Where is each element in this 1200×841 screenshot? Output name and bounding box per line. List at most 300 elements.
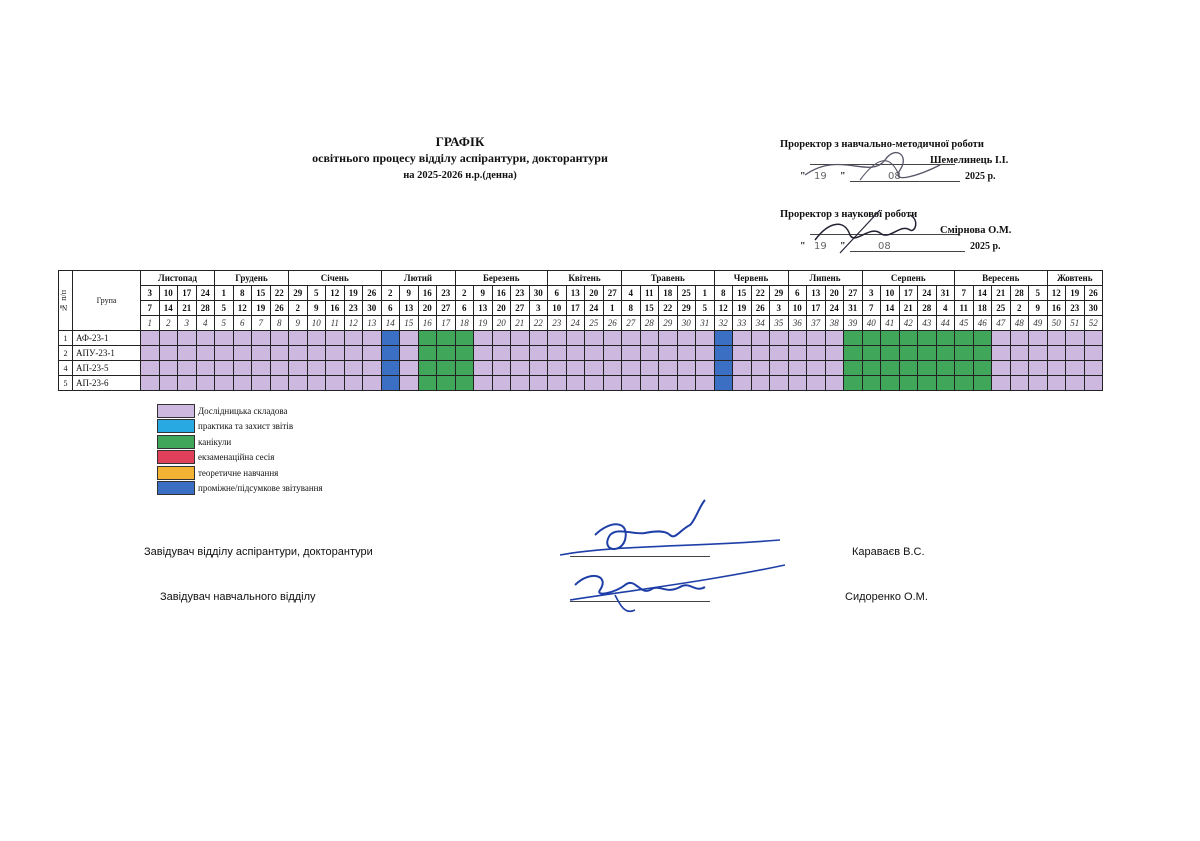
schedule-cell bbox=[992, 346, 1011, 361]
legend-label: проміжне/підсумкове звітування bbox=[198, 483, 323, 494]
week-end-cell: 7 bbox=[862, 301, 881, 316]
schedule-cell bbox=[307, 331, 326, 346]
schedule-cell bbox=[659, 346, 678, 361]
schedule-cell bbox=[973, 361, 992, 376]
schedule-cell bbox=[992, 361, 1011, 376]
schedule-cell bbox=[529, 376, 548, 391]
schedule-cell bbox=[492, 346, 511, 361]
schedule-cell bbox=[159, 346, 178, 361]
week-number-cell: 29 bbox=[659, 316, 678, 331]
schedule-cell bbox=[215, 376, 234, 391]
schedule-cell bbox=[270, 361, 289, 376]
week-start-cell: 20 bbox=[825, 286, 844, 301]
schedule-cell bbox=[511, 376, 530, 391]
schedule-cell bbox=[640, 376, 659, 391]
schedule-cell bbox=[770, 331, 789, 346]
week-end-cell: 6 bbox=[455, 301, 474, 316]
week-number-cell: 19 bbox=[474, 316, 493, 331]
week-end-cell: 28 bbox=[918, 301, 937, 316]
schedule-cell bbox=[437, 346, 456, 361]
schedule-cell bbox=[252, 346, 271, 361]
schedule-cell bbox=[733, 331, 752, 346]
week-end-cell: 15 bbox=[640, 301, 659, 316]
schedule-cell bbox=[881, 346, 900, 361]
schedule-cell bbox=[566, 361, 585, 376]
week-start-cell: 25 bbox=[677, 286, 696, 301]
week-number-cell: 18 bbox=[455, 316, 474, 331]
head2-title: Завідувач навчального відділу bbox=[160, 591, 316, 603]
schedule-cell bbox=[344, 331, 363, 346]
schedule-cell bbox=[1010, 331, 1029, 346]
month-header: Вересень bbox=[955, 271, 1048, 286]
schedule-cell bbox=[714, 346, 733, 361]
week-number-cell: 35 bbox=[770, 316, 789, 331]
title-line1: ГРАФІК bbox=[435, 134, 485, 149]
document-title bbox=[230, 133, 690, 184]
row-group: АП-23-6 bbox=[73, 376, 141, 391]
week-number-cell: 6 bbox=[233, 316, 252, 331]
week-start-cell: 26 bbox=[1084, 286, 1103, 301]
schedule-cell bbox=[178, 346, 197, 361]
week-start-cell: 17 bbox=[178, 286, 197, 301]
schedule-cell bbox=[862, 376, 881, 391]
week-end-cell: 20 bbox=[418, 301, 437, 316]
schedule-cell bbox=[955, 361, 974, 376]
schedule-cell bbox=[159, 376, 178, 391]
schedule-cell bbox=[252, 331, 271, 346]
schedule-cell bbox=[899, 331, 918, 346]
week-end-cell: 2 bbox=[289, 301, 308, 316]
prorector2-date-month: 08 bbox=[878, 241, 891, 252]
week-number-cell: 45 bbox=[955, 316, 974, 331]
schedule-cell bbox=[1010, 376, 1029, 391]
schedule-cell bbox=[1066, 376, 1085, 391]
week-end-cell: 30 bbox=[363, 301, 382, 316]
week-end-cell: 11 bbox=[955, 301, 974, 316]
week-end-cell: 24 bbox=[825, 301, 844, 316]
schedule-cell bbox=[585, 361, 604, 376]
schedule-cell bbox=[289, 361, 308, 376]
week-start-cell: 3 bbox=[862, 286, 881, 301]
schedule-cell bbox=[307, 376, 326, 391]
week-start-cell: 9 bbox=[400, 286, 419, 301]
schedule-cell bbox=[899, 361, 918, 376]
week-end-cell: 23 bbox=[344, 301, 363, 316]
schedule-cell bbox=[1066, 331, 1085, 346]
approval-prorector1: Проректор з навчально-методичної роботи Шемелинець І.І. " 19 " 08 2025 р. bbox=[780, 138, 1080, 184]
table-row bbox=[59, 331, 1103, 346]
week-end-cell: 30 bbox=[1084, 301, 1103, 316]
schedule-cell bbox=[1066, 361, 1085, 376]
week-end-cell: 5 bbox=[696, 301, 715, 316]
week-end-cell: 26 bbox=[751, 301, 770, 316]
schedule-cell bbox=[141, 361, 160, 376]
legend-label: практика та захист звітів bbox=[198, 421, 294, 432]
week-number-cell: 11 bbox=[326, 316, 345, 331]
month-header: Травень bbox=[622, 271, 715, 286]
schedule-cell bbox=[326, 346, 345, 361]
schedule-cell bbox=[344, 361, 363, 376]
schedule-cell bbox=[973, 346, 992, 361]
schedule-cell bbox=[733, 361, 752, 376]
schedule-cell bbox=[622, 346, 641, 361]
schedule-cell bbox=[1047, 346, 1066, 361]
schedule-cell bbox=[862, 346, 881, 361]
schedule-cell bbox=[1010, 346, 1029, 361]
week-end-cell: 17 bbox=[807, 301, 826, 316]
week-number-cell: 31 bbox=[696, 316, 715, 331]
schedule-cell bbox=[918, 361, 937, 376]
schedule-cell bbox=[326, 361, 345, 376]
week-end-cell: 27 bbox=[437, 301, 456, 316]
schedule-cell bbox=[751, 331, 770, 346]
schedule-cell bbox=[622, 376, 641, 391]
week-start-cell: 27 bbox=[844, 286, 863, 301]
week-end-cell: 16 bbox=[1047, 301, 1066, 316]
schedule-cell bbox=[1029, 331, 1048, 346]
week-end-cell: 3 bbox=[770, 301, 789, 316]
week-start-cell: 24 bbox=[918, 286, 937, 301]
week-number-cell: 20 bbox=[492, 316, 511, 331]
schedule-cell bbox=[233, 331, 252, 346]
schedule-cell bbox=[1066, 346, 1085, 361]
row-number: 2 bbox=[59, 346, 73, 361]
week-start-cell: 16 bbox=[418, 286, 437, 301]
week-end-cell: 21 bbox=[178, 301, 197, 316]
schedule-cell bbox=[159, 331, 178, 346]
schedule-cell bbox=[751, 361, 770, 376]
week-number-cell: 16 bbox=[418, 316, 437, 331]
schedule-cell bbox=[881, 376, 900, 391]
week-start-cell: 26 bbox=[363, 286, 382, 301]
schedule-cell bbox=[825, 346, 844, 361]
schedule-table bbox=[58, 270, 1103, 391]
legend bbox=[157, 403, 323, 496]
num-header-text: № п/п bbox=[59, 289, 68, 312]
title-line2: освітнього процесу відділу аспірантури, докторантури bbox=[312, 151, 608, 165]
week-number-cell: 23 bbox=[548, 316, 567, 331]
week-end-cell: 29 bbox=[677, 301, 696, 316]
schedule-cell bbox=[474, 376, 493, 391]
prorector1-name: Шемелинець І.І. bbox=[930, 155, 1009, 166]
schedule-cell bbox=[566, 346, 585, 361]
schedule-cell bbox=[141, 376, 160, 391]
week-number-cell: 24 bbox=[566, 316, 585, 331]
week-number-cell: 17 bbox=[437, 316, 456, 331]
week-start-cell: 10 bbox=[881, 286, 900, 301]
week-start-cell: 31 bbox=[936, 286, 955, 301]
schedule-cell bbox=[696, 331, 715, 346]
week-start-cell: 16 bbox=[492, 286, 511, 301]
week-end-cell: 13 bbox=[474, 301, 493, 316]
schedule-cell bbox=[418, 361, 437, 376]
schedule-cell bbox=[326, 331, 345, 346]
prorector1-date-day: 19 bbox=[814, 171, 827, 182]
row-number: 1 bbox=[59, 331, 73, 346]
schedule-cell bbox=[418, 376, 437, 391]
week-number-cell: 4 bbox=[196, 316, 215, 331]
schedule-cell bbox=[677, 376, 696, 391]
week-start-cell: 20 bbox=[585, 286, 604, 301]
week-start-cell: 7 bbox=[955, 286, 974, 301]
schedule-cell bbox=[400, 331, 419, 346]
week-end-cell: 16 bbox=[326, 301, 345, 316]
footer-signatures bbox=[555, 495, 795, 620]
schedule-cell bbox=[363, 331, 382, 346]
schedule-cell bbox=[844, 346, 863, 361]
week-end-cell: 5 bbox=[215, 301, 234, 316]
week-start-cell: 8 bbox=[233, 286, 252, 301]
week-end-cell: 9 bbox=[1029, 301, 1048, 316]
week-end-cell: 19 bbox=[252, 301, 271, 316]
schedule-cell bbox=[548, 331, 567, 346]
week-end-cell: 22 bbox=[659, 301, 678, 316]
week-number-cell: 48 bbox=[1010, 316, 1029, 331]
week-start-cell: 15 bbox=[252, 286, 271, 301]
prorector2-name: Смірнова О.М. bbox=[940, 225, 1012, 236]
week-start-cell: 13 bbox=[807, 286, 826, 301]
schedule-cell bbox=[585, 331, 604, 346]
week-start-cell: 6 bbox=[548, 286, 567, 301]
week-start-cell: 24 bbox=[196, 286, 215, 301]
schedule-cell bbox=[381, 331, 400, 346]
schedule-cell bbox=[918, 331, 937, 346]
week-start-cell: 22 bbox=[751, 286, 770, 301]
week-number-cell: 13 bbox=[363, 316, 382, 331]
week-start-cell: 18 bbox=[659, 286, 678, 301]
schedule-cell bbox=[585, 376, 604, 391]
schedule-cell bbox=[270, 331, 289, 346]
week-start-cell: 12 bbox=[1047, 286, 1066, 301]
schedule-cell bbox=[881, 331, 900, 346]
schedule-cell bbox=[548, 376, 567, 391]
legend-swatch bbox=[157, 404, 195, 418]
row-group: АП-23-5 bbox=[73, 361, 141, 376]
row-number: 4 bbox=[59, 361, 73, 376]
week-start-cell: 12 bbox=[326, 286, 345, 301]
schedule-cell bbox=[770, 376, 789, 391]
schedule-cell bbox=[585, 346, 604, 361]
week-number-cell: 28 bbox=[640, 316, 659, 331]
schedule-cell bbox=[770, 346, 789, 361]
schedule-cell bbox=[936, 331, 955, 346]
schedule-cell bbox=[1047, 376, 1066, 391]
schedule-cell bbox=[825, 331, 844, 346]
prorector2-signature bbox=[810, 205, 930, 260]
schedule-cell bbox=[307, 361, 326, 376]
schedule-cell bbox=[455, 346, 474, 361]
legend-label: Дослідницька складова bbox=[198, 405, 288, 416]
prorector2-date-day: 19 bbox=[814, 241, 827, 252]
schedule-cell bbox=[696, 376, 715, 391]
week-number-cell: 37 bbox=[807, 316, 826, 331]
schedule-cell bbox=[603, 331, 622, 346]
week-number-cell: 14 bbox=[381, 316, 400, 331]
table-row bbox=[59, 361, 1103, 376]
week-number-cell: 27 bbox=[622, 316, 641, 331]
week-end-cell: 9 bbox=[307, 301, 326, 316]
week-end-cell: 21 bbox=[899, 301, 918, 316]
week-number-cell: 47 bbox=[992, 316, 1011, 331]
week-number-cell: 36 bbox=[788, 316, 807, 331]
week-end-cell: 3 bbox=[529, 301, 548, 316]
schedule-cell bbox=[326, 376, 345, 391]
week-start-cell: 9 bbox=[474, 286, 493, 301]
week-end-cell: 23 bbox=[1066, 301, 1085, 316]
week-start-cell: 8 bbox=[714, 286, 733, 301]
schedule-cell bbox=[418, 346, 437, 361]
month-header: Серпень bbox=[862, 271, 955, 286]
legend-label: теоретичне навчання bbox=[198, 467, 279, 478]
schedule-cell bbox=[751, 376, 770, 391]
legend-item bbox=[157, 403, 323, 419]
month-header: Лютий bbox=[381, 271, 455, 286]
schedule-cell bbox=[215, 361, 234, 376]
week-end-cell: 13 bbox=[400, 301, 419, 316]
schedule-cell bbox=[659, 331, 678, 346]
legend-swatch bbox=[157, 450, 195, 464]
schedule-cell bbox=[270, 346, 289, 361]
schedule-cell bbox=[899, 376, 918, 391]
schedule-cell bbox=[196, 376, 215, 391]
schedule-cell bbox=[566, 376, 585, 391]
schedule-cell bbox=[363, 346, 382, 361]
schedule-cell bbox=[141, 346, 160, 361]
schedule-cell bbox=[474, 346, 493, 361]
week-start-cell: 19 bbox=[344, 286, 363, 301]
week-start-cell: 6 bbox=[788, 286, 807, 301]
week-number-cell: 50 bbox=[1047, 316, 1066, 331]
schedule-cell bbox=[622, 331, 641, 346]
schedule-cell bbox=[1084, 376, 1103, 391]
week-start-cell: 28 bbox=[1010, 286, 1029, 301]
head2-name: Сидоренко О.М. bbox=[845, 591, 928, 603]
week-end-cell: 24 bbox=[585, 301, 604, 316]
week-number-cell: 38 bbox=[825, 316, 844, 331]
schedule-cell bbox=[844, 376, 863, 391]
schedule-cell bbox=[566, 331, 585, 346]
week-end-cell: 12 bbox=[233, 301, 252, 316]
schedule-cell bbox=[603, 346, 622, 361]
week-number-cell: 25 bbox=[585, 316, 604, 331]
week-end-cell: 31 bbox=[844, 301, 863, 316]
schedule-cell bbox=[178, 361, 197, 376]
week-end-cell: 2 bbox=[1010, 301, 1029, 316]
legend-item bbox=[157, 450, 323, 466]
row-number: 5 bbox=[59, 376, 73, 391]
week-number-cell: 32 bbox=[714, 316, 733, 331]
week-start-cell: 2 bbox=[455, 286, 474, 301]
legend-swatch bbox=[157, 481, 195, 495]
prorector1-date-month: 08 bbox=[888, 171, 901, 182]
week-start-cell: 3 bbox=[141, 286, 160, 301]
schedule-cell bbox=[659, 376, 678, 391]
prorector2-title: Проректор з наукової роботи bbox=[780, 209, 918, 220]
row-group: АФ-23-1 bbox=[73, 331, 141, 346]
week-end-cell: 12 bbox=[714, 301, 733, 316]
schedule-cell bbox=[1084, 331, 1103, 346]
schedule-cell bbox=[196, 346, 215, 361]
head1-title: Завідувач відділу аспірантури, докторантури bbox=[144, 546, 373, 558]
schedule-cell bbox=[733, 376, 752, 391]
schedule-cell bbox=[1047, 331, 1066, 346]
schedule-cell bbox=[992, 331, 1011, 346]
schedule-cell bbox=[696, 346, 715, 361]
schedule-cell bbox=[825, 361, 844, 376]
legend-swatch bbox=[157, 419, 195, 433]
week-number-cell: 1 bbox=[141, 316, 160, 331]
num-header bbox=[59, 271, 73, 331]
schedule-cell bbox=[714, 376, 733, 391]
schedule-cell bbox=[677, 331, 696, 346]
schedule-cell bbox=[548, 361, 567, 376]
prorector2-date-year: 2025 р. bbox=[970, 241, 1001, 252]
schedule-cell bbox=[1084, 346, 1103, 361]
schedule-cell bbox=[529, 331, 548, 346]
group-header: Група bbox=[73, 271, 141, 331]
title-line3: на 2025-2026 н.р.(денна) bbox=[403, 170, 517, 181]
schedule-cell bbox=[344, 376, 363, 391]
week-start-cell: 23 bbox=[437, 286, 456, 301]
schedule-cell bbox=[252, 361, 271, 376]
week-start-cell: 29 bbox=[289, 286, 308, 301]
schedule-cell bbox=[363, 376, 382, 391]
schedule-cell bbox=[548, 346, 567, 361]
week-end-cell: 28 bbox=[196, 301, 215, 316]
schedule-cell bbox=[178, 376, 197, 391]
week-start-cell: 15 bbox=[733, 286, 752, 301]
schedule-cell bbox=[807, 376, 826, 391]
week-number-cell: 26 bbox=[603, 316, 622, 331]
prorector1-title: Проректор з навчально-методичної роботи bbox=[780, 139, 984, 150]
week-number-cell: 51 bbox=[1066, 316, 1085, 331]
legend-label: канікули bbox=[198, 436, 232, 447]
schedule-cell bbox=[659, 361, 678, 376]
week-start-cell: 23 bbox=[511, 286, 530, 301]
week-end-cell: 10 bbox=[548, 301, 567, 316]
week-start-cell: 13 bbox=[566, 286, 585, 301]
schedule-cell bbox=[196, 331, 215, 346]
week-start-cell: 17 bbox=[899, 286, 918, 301]
schedule-cell bbox=[437, 376, 456, 391]
schedule-cell bbox=[400, 346, 419, 361]
week-end-cell: 10 bbox=[788, 301, 807, 316]
week-number-cell: 10 bbox=[307, 316, 326, 331]
schedule-cell bbox=[899, 346, 918, 361]
table-row bbox=[59, 376, 1103, 391]
schedule-cell bbox=[344, 346, 363, 361]
schedule-cell bbox=[233, 346, 252, 361]
week-start-cell: 19 bbox=[1066, 286, 1085, 301]
week-end-cell: 18 bbox=[973, 301, 992, 316]
schedule-cell bbox=[955, 331, 974, 346]
legend-swatch bbox=[157, 466, 195, 480]
week-start-cell: 30 bbox=[529, 286, 548, 301]
schedule-cell bbox=[936, 376, 955, 391]
schedule-cell bbox=[714, 361, 733, 376]
schedule-cell bbox=[1084, 361, 1103, 376]
schedule-cell bbox=[918, 376, 937, 391]
schedule-cell bbox=[437, 331, 456, 346]
legend-item bbox=[157, 465, 323, 481]
schedule-cell bbox=[696, 361, 715, 376]
schedule-cell bbox=[973, 331, 992, 346]
schedule-cell bbox=[918, 346, 937, 361]
schedule-cell bbox=[437, 361, 456, 376]
schedule-cell bbox=[1010, 361, 1029, 376]
row-group: АПУ-23-1 bbox=[73, 346, 141, 361]
month-header: Березень bbox=[455, 271, 548, 286]
